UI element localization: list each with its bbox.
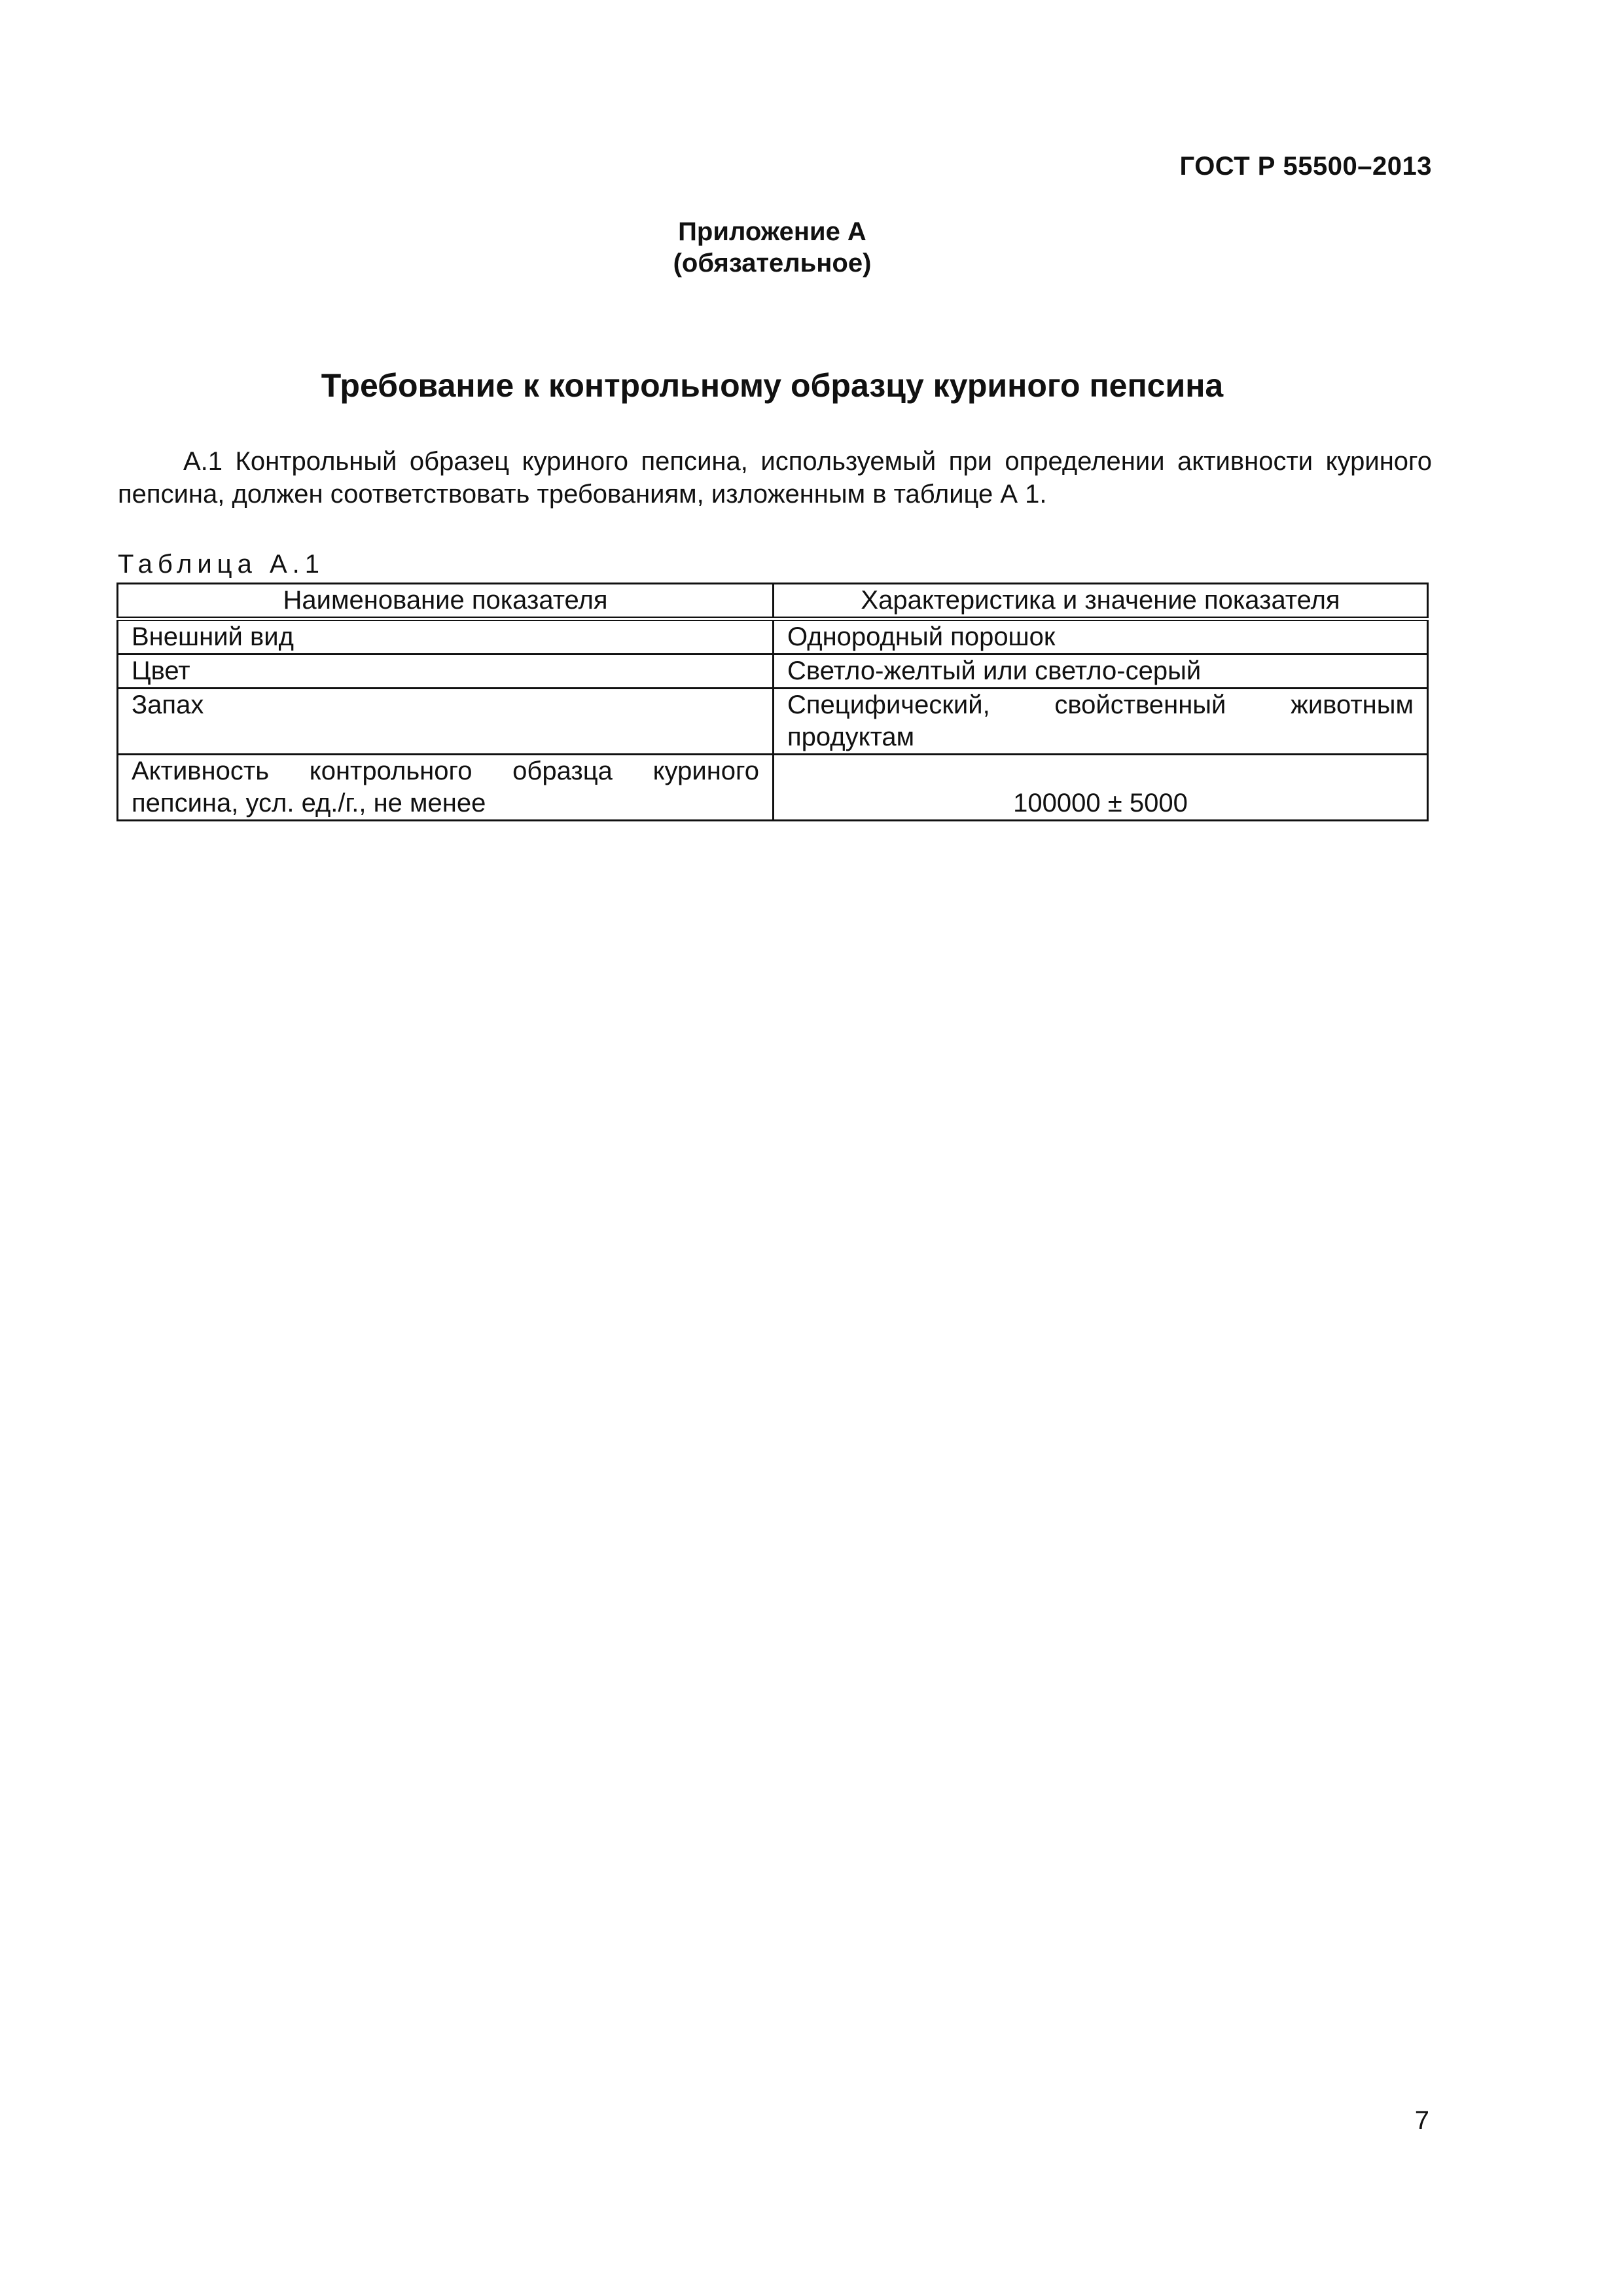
requirements-table (116, 583, 1429, 821)
paragraph-a1: А.1 Контрольный образец куриного пепсина, используемый при определении активности куриного пепсина, должен соответствовать требованиям, изложенным в таблице А 1. (118, 447, 1432, 509)
row-value-cell: Однородный порошок (774, 619, 1428, 655)
page-number: 7 (1414, 2106, 1429, 2135)
appendix-title: Приложение А (678, 217, 866, 246)
column-header-value: Характеристика и значение показателя (774, 584, 1428, 619)
table-row (118, 655, 1428, 689)
row-name-cell: Цвет (118, 655, 774, 689)
table-caption: Таблица А.1 (118, 550, 325, 579)
row-name-cell: Запах (118, 689, 774, 755)
table-row (118, 755, 1428, 821)
row-value-cell: 100000 ± 5000 (774, 755, 1428, 821)
section-title: Требование к контрольному образцу куриного пепсина (321, 367, 1224, 404)
row-value-cell: Светло-желтый или светло-серый (774, 655, 1428, 689)
row-value-cell: Специфический, свойственный животным продуктам (774, 689, 1428, 755)
row-name-cell: Внешний вид (118, 619, 774, 655)
appendix-status: (обязательное) (673, 249, 872, 278)
column-header-name: Наименование показателя (118, 584, 774, 619)
row-name-cell: Активность контрольного образца куриного пепсина, усл. ед./г., не менее (118, 755, 774, 821)
table-header-row (118, 584, 1428, 619)
standard-code: ГОСТ Р 55500–2013 (1179, 152, 1432, 181)
table-row (118, 619, 1428, 655)
table-row (118, 689, 1428, 755)
appendix-heading (0, 216, 1544, 279)
